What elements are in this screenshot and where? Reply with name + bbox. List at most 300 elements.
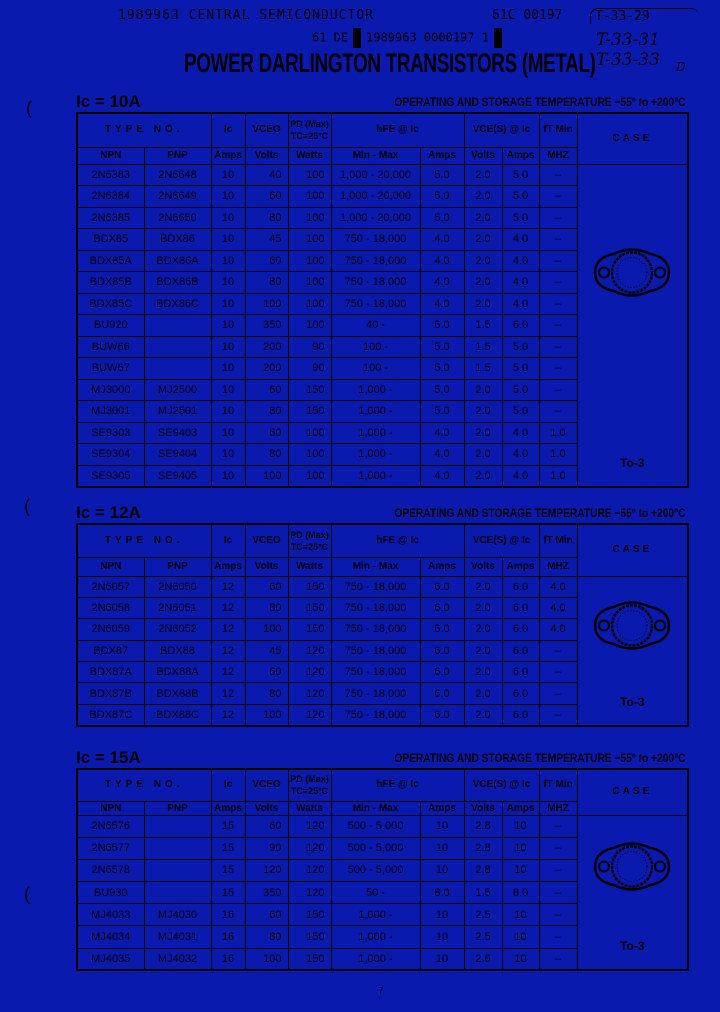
vce-volts: 2.0 [464, 640, 502, 661]
hfe-range: 1,000 - [331, 465, 420, 487]
header-hfe-amps: Amps [420, 801, 464, 815]
pd-watts: 90 [288, 336, 331, 358]
hfe-amps: 6.0 [420, 597, 464, 618]
pnp-part: MJ4031 [144, 926, 211, 948]
annotation-2: T-33-31 [596, 30, 660, 50]
pd-watts: 100 [288, 444, 331, 466]
binder-hole-mark: ( [24, 496, 30, 516]
pnp-part [144, 815, 211, 837]
pnp-part: 2N6052 [144, 619, 211, 640]
npn-part: 2N6383 [77, 164, 144, 186]
vce-amps: 6.0 [502, 619, 539, 640]
ft-mhz: – [539, 293, 577, 315]
header-hfe-amps: Amps [420, 147, 464, 164]
ic-amps: 10 [211, 272, 245, 294]
header-vceo: VCEO [245, 113, 288, 147]
header-vce-volts: Volts [464, 147, 502, 164]
pnp-part: BDX88B [144, 683, 211, 704]
barcode-mark [494, 28, 502, 48]
pnp-part: 2N6648 [144, 164, 211, 186]
ic-amps: 12 [211, 597, 245, 618]
vceo-volts: 90 [245, 837, 288, 859]
vce-amps: 5.0 [502, 379, 539, 401]
ic-amps: 10 [211, 465, 245, 487]
vce-volts: 1.5 [464, 336, 502, 358]
hfe-amps: 6.0 [420, 315, 464, 337]
pd-watts: 150 [288, 401, 331, 423]
table-row [77, 815, 688, 837]
ic-amps: 10 [211, 164, 245, 186]
header-ic-amps: Amps [211, 147, 245, 164]
vce-amps: 5.0 [502, 336, 539, 358]
pnp-part: BDX86A [144, 250, 211, 272]
hfe-range: 1,000 - [331, 444, 420, 466]
vce-volts: 2.0 [464, 576, 502, 597]
vce-volts: 2.0 [464, 662, 502, 683]
ic-amps: 10 [211, 444, 245, 466]
pd-watts: 100 [288, 164, 331, 186]
hfe-amps: 5.0 [420, 207, 464, 229]
vce-amps: 6.0 [502, 315, 539, 337]
hfe-range: 1,000 - [331, 379, 420, 401]
ic-amps: 16 [211, 926, 245, 948]
ft-mhz: – [539, 164, 577, 186]
case-cell [577, 164, 688, 487]
vce-amps: 6.0 [502, 704, 539, 725]
ic-amps: 12 [211, 640, 245, 661]
header-vceo-volts: Volts [245, 557, 288, 576]
vceo-volts: 100 [245, 704, 288, 725]
ft-mhz: – [539, 815, 577, 837]
vceo-volts: 80 [245, 683, 288, 704]
vceo-volts: 100 [245, 465, 288, 487]
hfe-range: 750 - 18,000 [331, 250, 420, 272]
hfe-amps: 5.0 [420, 186, 464, 208]
hfe-amps: 10 [420, 815, 464, 837]
header-pd-watts: Watts [288, 557, 331, 576]
vce-volts: 2.0 [464, 164, 502, 186]
vce-amps: 6.0 [502, 640, 539, 661]
hfe-range: 750 - 18,000 [331, 683, 420, 704]
pd-watts: 120 [288, 882, 331, 904]
ic-amps: 12 [211, 704, 245, 725]
vce-volts: 2.0 [464, 597, 502, 618]
hfe-range: 750 - 18,000 [331, 640, 420, 661]
vce-amps: 10 [502, 815, 539, 837]
header-vce-volts: Volts [464, 557, 502, 576]
vceo-volts: 80 [245, 444, 288, 466]
ft-mhz: – [539, 379, 577, 401]
vceo-volts: 80 [245, 207, 288, 229]
company-line: 1989963 CENTRAL SEMICONDUCTOR [118, 8, 374, 23]
vce-amps: 5.0 [502, 164, 539, 186]
vceo-volts: 60 [245, 576, 288, 597]
npn-part: MJ4034 [77, 926, 144, 948]
pnp-part: MJ4030 [144, 904, 211, 926]
header-pd-watts: Watts [288, 801, 331, 815]
barcode-prefix: 61 DE [312, 30, 349, 45]
npn-part: 2N6384 [77, 186, 144, 208]
npn-part: BU920 [77, 315, 144, 337]
vce-volts: 2.6 [464, 948, 502, 970]
pnp-part [144, 882, 211, 904]
table-row [77, 576, 688, 597]
vceo-volts: 100 [245, 293, 288, 315]
ic-amps: 16 [211, 904, 245, 926]
npn-part: BDX87 [77, 640, 144, 661]
ft-mhz: 1.0 [539, 444, 577, 466]
hfe-range: 1,000 - 20,000 [331, 207, 420, 229]
vce-volts: 2.0 [464, 229, 502, 251]
hfe-range: 40 - [331, 315, 420, 337]
vce-volts: 2.8 [464, 815, 502, 837]
npn-part: BDX85A [77, 250, 144, 272]
vce-volts: 2.0 [464, 186, 502, 208]
section-temperature-note: OPERATING AND STORAGE TEMPERATURE −55° to +200°C [394, 95, 686, 109]
hfe-range: 50 - [331, 882, 420, 904]
pnp-part: 2N6649 [144, 186, 211, 208]
vceo-volts: 200 [245, 358, 288, 380]
pnp-part: SE9404 [144, 444, 211, 466]
ft-mhz: – [539, 250, 577, 272]
vceo-volts: 200 [245, 336, 288, 358]
to3-package-icon [587, 243, 677, 304]
pnp-part [144, 859, 211, 881]
pd-watts: 120 [288, 859, 331, 881]
pd-watts: 100 [288, 465, 331, 487]
ft-mhz: – [539, 401, 577, 423]
ic-amps: 10 [211, 358, 245, 380]
header-case: CASE [577, 524, 688, 576]
hfe-amps: 10 [420, 837, 464, 859]
transistor-table [76, 523, 689, 727]
vce-amps: 4.0 [502, 465, 539, 487]
npn-part: BU930 [77, 882, 144, 904]
ft-mhz: 1.0 [539, 422, 577, 444]
vce-amps: 10 [502, 948, 539, 970]
header-npn: NPN [77, 557, 144, 576]
ft-mhz: – [539, 207, 577, 229]
pd-watts: 120 [288, 704, 331, 725]
ic-amps: 10 [211, 315, 245, 337]
ft-mhz: – [539, 315, 577, 337]
header-vceo-volts: Volts [245, 147, 288, 164]
npn-part: 2N6385 [77, 207, 144, 229]
page-title: POWER DARLINGTON TRANSISTORS (METAL) [184, 48, 596, 78]
vce-volts: 2.8 [464, 837, 502, 859]
npn-part: BDX85C [77, 293, 144, 315]
hfe-range: 750 - 18,000 [331, 293, 420, 315]
vceo-volts: 120 [245, 859, 288, 881]
ft-mhz: – [539, 837, 577, 859]
header-pd: PD (Max) TC=25°C [288, 769, 331, 801]
hfe-range: 750 - 18,000 [331, 272, 420, 294]
vce-amps: 4.0 [502, 229, 539, 251]
hfe-range: 750 - 18,000 [331, 597, 420, 618]
npn-part: 2N6057 [77, 576, 144, 597]
header-hfe-amps: Amps [420, 557, 464, 576]
header-vce-amps: Amps [502, 147, 539, 164]
vce-amps: 5.0 [502, 358, 539, 380]
hfe-amps: 5.0 [420, 336, 464, 358]
hfe-range: 750 - 18,000 [331, 229, 420, 251]
vce-amps: 10 [502, 859, 539, 881]
ic-amps: 12 [211, 683, 245, 704]
vceo-volts: 60 [245, 662, 288, 683]
vce-amps: 6.0 [502, 597, 539, 618]
hfe-amps: 5.0 [420, 379, 464, 401]
vce-amps: 4.0 [502, 444, 539, 466]
header-ft: fT Min [539, 769, 577, 801]
transistor-table [76, 768, 689, 971]
header-type-no: TYPE NO. [77, 113, 211, 147]
ic-amps: 10 [211, 293, 245, 315]
vce-amps: 5.0 [502, 186, 539, 208]
pnp-part: MJ2501 [144, 401, 211, 423]
pnp-part [144, 336, 211, 358]
header-ft-mhz: MHZ [539, 147, 577, 164]
section-current-label: Ic = 12A [76, 503, 141, 522]
hfe-amps: 5.0 [420, 358, 464, 380]
hfe-amps: 4.0 [420, 465, 464, 487]
ic-amps: 12 [211, 619, 245, 640]
vceo-volts: 60 [245, 904, 288, 926]
pd-watts: 120 [288, 815, 331, 837]
vce-volts: 2.0 [464, 401, 502, 423]
pnp-part [144, 315, 211, 337]
pnp-part: MJ2500 [144, 379, 211, 401]
npn-part: BUW66 [77, 336, 144, 358]
pnp-part: BDX86C [144, 293, 211, 315]
ic-amps: 10 [211, 207, 245, 229]
pd-watts: 120 [288, 683, 331, 704]
page-number: 7 [378, 986, 384, 997]
vce-amps: 6.0 [502, 576, 539, 597]
pd-watts: 90 [288, 358, 331, 380]
hfe-amps: 4.0 [420, 272, 464, 294]
ic-amps: 15 [211, 859, 245, 881]
vce-amps: 8.0 [502, 882, 539, 904]
ic-amps: 10 [211, 250, 245, 272]
pnp-part: BDX88C [144, 704, 211, 725]
header-case: CASE [577, 113, 688, 164]
vceo-volts: 60 [245, 186, 288, 208]
npn-part: BDX87C [77, 704, 144, 725]
vceo-volts: 60 [245, 422, 288, 444]
header-hfe-minmax: Min - Max [331, 801, 420, 815]
vce-amps: 6.0 [502, 662, 539, 683]
header-vceo-volts: Volts [245, 801, 288, 815]
header-pnp: PNP [144, 801, 211, 815]
pnp-part: SE9405 [144, 465, 211, 487]
npn-part: SE9305 [77, 465, 144, 487]
header-pd: PD (Max) TC=25°C [288, 524, 331, 557]
header-pnp: PNP [144, 147, 211, 164]
barcode-mark [353, 28, 361, 48]
vceo-volts: 100 [245, 948, 288, 970]
case-cell [577, 815, 688, 970]
vce-amps: 4.0 [502, 272, 539, 294]
pnp-part [144, 837, 211, 859]
ft-mhz: – [539, 336, 577, 358]
ft-mhz: – [539, 272, 577, 294]
pnp-part: BDX86 [144, 229, 211, 251]
ft-mhz: – [539, 683, 577, 704]
vce-volts: 2.0 [464, 422, 502, 444]
npn-part: BUW67 [77, 358, 144, 380]
ft-mhz: – [539, 926, 577, 948]
pnp-part: BDX88A [144, 662, 211, 683]
header-case: CASE [577, 769, 688, 815]
header-npn: NPN [77, 147, 144, 164]
header-hfe: hFE @ Ic [331, 113, 464, 147]
npn-part: 2N6059 [77, 619, 144, 640]
hfe-amps: 4.0 [420, 422, 464, 444]
annotation-4: D [676, 60, 686, 74]
npn-part: MJ3001 [77, 401, 144, 423]
vce-volts: 2.0 [464, 293, 502, 315]
header-hfe-minmax: Min - Max [331, 147, 420, 164]
hfe-range: 750 - 18,000 [331, 662, 420, 683]
hfe-amps: 5.0 [420, 164, 464, 186]
header-type-no: TYPE NO. [77, 769, 211, 801]
hfe-amps: 6.0 [420, 576, 464, 597]
transistor-table [76, 112, 689, 488]
pd-watts: 100 [288, 250, 331, 272]
pd-watts: 100 [288, 186, 331, 208]
vce-amps: 4.0 [502, 250, 539, 272]
hfe-range: 500 - 5,000 [331, 815, 420, 837]
hfe-amps: 10 [420, 904, 464, 926]
ft-mhz: – [539, 229, 577, 251]
code-line: 61C 00197 [492, 8, 563, 23]
header-vce-volts: Volts [464, 801, 502, 815]
pd-watts: 100 [288, 293, 331, 315]
pnp-part: BDX88 [144, 640, 211, 661]
pd-watts: 150 [288, 948, 331, 970]
section-current-label: Ic = 15A [76, 748, 141, 767]
annotation-1: T-33-29 [590, 8, 699, 24]
vceo-volts: 80 [245, 597, 288, 618]
hfe-range: 750 - 18,000 [331, 576, 420, 597]
binder-hole-mark: ( [26, 98, 32, 118]
header-vce-amps: Amps [502, 557, 539, 576]
header-vceo: VCEO [245, 524, 288, 557]
barcode-line [312, 28, 507, 48]
hfe-range: 750 - 18,000 [331, 704, 420, 725]
hfe-range: 1,000 - [331, 401, 420, 423]
vceo-volts: 80 [245, 926, 288, 948]
hfe-amps: 6.0 [420, 683, 464, 704]
ft-mhz: – [539, 358, 577, 380]
vce-amps: 10 [502, 837, 539, 859]
vce-volts: 2.0 [464, 379, 502, 401]
ft-mhz: – [539, 704, 577, 725]
vceo-volts: 100 [245, 619, 288, 640]
ft-mhz: – [539, 186, 577, 208]
pnp-part [144, 358, 211, 380]
vce-volts: 2.8 [464, 859, 502, 881]
vce-volts: 2.0 [464, 272, 502, 294]
hfe-range: 500 - 5,000 [331, 859, 420, 881]
pnp-part: BDX86B [144, 272, 211, 294]
hfe-amps: 4.0 [420, 250, 464, 272]
header-hfe: hFE @ Ic [331, 524, 464, 557]
header-vce: VCE(S) @ Ic [464, 769, 539, 801]
hfe-range: 1,000 - 20,000 [331, 186, 420, 208]
ic-amps: 10 [211, 336, 245, 358]
section-temperature-note: OPERATING AND STORAGE TEMPERATURE −55° to +200°C [394, 506, 686, 520]
case-type: To-3 [620, 694, 645, 709]
hfe-range: 1,000 - 20,000 [331, 164, 420, 186]
header-vce-amps: Amps [502, 801, 539, 815]
vceo-volts: 80 [245, 401, 288, 423]
ic-amps: 15 [211, 837, 245, 859]
npn-part: SE9303 [77, 422, 144, 444]
vce-volts: 1.5 [464, 882, 502, 904]
ic-amps: 15 [211, 815, 245, 837]
npn-part: BDX85B [77, 272, 144, 294]
header-vce: VCE(S) @ Ic [464, 113, 539, 147]
ic-amps: 12 [211, 576, 245, 597]
to3-package-icon [587, 596, 677, 657]
hfe-range: 1,000 - [331, 422, 420, 444]
vceo-volts: 80 [245, 272, 288, 294]
pd-watts: 150 [288, 926, 331, 948]
vceo-volts: 60 [245, 815, 288, 837]
header-ic: Ic [211, 113, 245, 147]
ft-mhz: 1.0 [539, 465, 577, 487]
npn-part: MJ4035 [77, 948, 144, 970]
npn-part: 2N6577 [77, 837, 144, 859]
npn-part: BDX85 [77, 229, 144, 251]
vceo-volts: 40 [245, 164, 288, 186]
vce-volts: 1.5 [464, 315, 502, 337]
hfe-amps: 4.0 [420, 444, 464, 466]
ft-mhz: – [539, 859, 577, 881]
vce-volts: 1.5 [464, 358, 502, 380]
vceo-volts: 45 [245, 640, 288, 661]
vce-amps: 10 [502, 926, 539, 948]
header-pd-watts: Watts [288, 147, 331, 164]
pd-watts: 120 [288, 662, 331, 683]
pd-watts: 150 [288, 904, 331, 926]
npn-part: MJ3000 [77, 379, 144, 401]
header-ic-amps: Amps [211, 557, 245, 576]
ft-mhz: 4.0 [539, 619, 577, 640]
pd-watts: 150 [288, 619, 331, 640]
vce-amps: 10 [502, 904, 539, 926]
npn-part: SE9304 [77, 444, 144, 466]
vce-volts: 2.0 [464, 619, 502, 640]
ic-amps: 10 [211, 401, 245, 423]
ic-amps: 10 [211, 186, 245, 208]
npn-part: MJ4033 [77, 904, 144, 926]
header-ic: Ic [211, 524, 245, 557]
case-type: To-3 [620, 455, 645, 470]
pd-watts: 150 [288, 379, 331, 401]
ft-mhz: – [539, 904, 577, 926]
pd-watts: 100 [288, 315, 331, 337]
pd-watts: 100 [288, 207, 331, 229]
npn-part: 2N6058 [77, 597, 144, 618]
case-cell [577, 576, 688, 726]
vce-volts: 2.0 [464, 444, 502, 466]
vce-amps: 6.0 [502, 683, 539, 704]
vce-volts: 2.0 [464, 704, 502, 725]
barcode-text: 1989963 0000197 1 [366, 30, 489, 45]
npn-part: BDX87A [77, 662, 144, 683]
